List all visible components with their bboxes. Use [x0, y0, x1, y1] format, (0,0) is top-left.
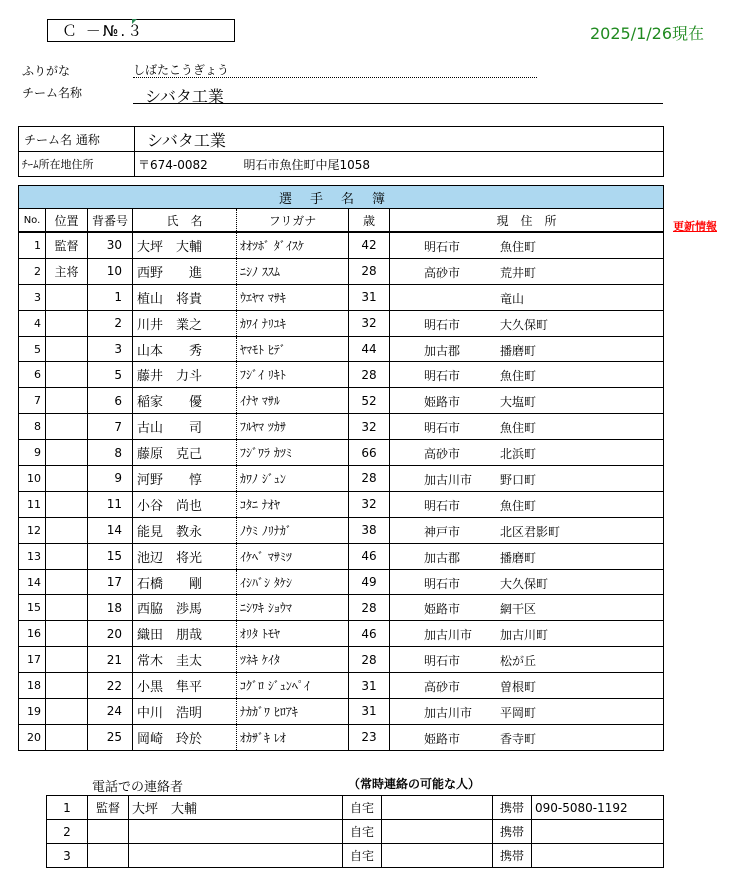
contact-index: 1 — [47, 796, 88, 820]
team-info-table — [18, 126, 664, 177]
row-age: 31 — [349, 699, 390, 725]
table-row — [19, 543, 664, 569]
contact-label: 電話での連絡者 — [92, 780, 184, 795]
row-name: 西野 進 — [133, 258, 237, 284]
row-position — [46, 543, 88, 569]
row-kana: ｺﾀﾆ ﾅｵﾔ — [237, 491, 349, 517]
row-address — [390, 673, 664, 699]
row-number: 18 — [88, 595, 133, 621]
contact-body — [47, 796, 664, 868]
row-number: 1 — [88, 284, 133, 310]
contact-table — [46, 795, 664, 868]
row-city: 明石市 — [424, 498, 461, 513]
row-city: 加古郡 — [424, 343, 461, 358]
row-position — [46, 310, 88, 336]
mobile-label: 携帯 — [493, 796, 532, 820]
mobile-phone — [532, 820, 664, 844]
row-name: 岡崎 玲於 — [133, 724, 237, 750]
table-row — [19, 284, 664, 310]
row-number: 21 — [88, 647, 133, 673]
row-position: 主将 — [46, 258, 88, 284]
row-city: 加古川市 — [424, 473, 473, 488]
row-city: 高砂市 — [424, 680, 461, 695]
table-row — [19, 621, 664, 647]
row-town: 曽根町 — [500, 680, 537, 695]
row-position — [46, 517, 88, 543]
row-address — [390, 647, 664, 673]
row-city: 明石市 — [424, 421, 461, 436]
row-number: 17 — [88, 569, 133, 595]
row-number: 2 — [88, 310, 133, 336]
table-row — [19, 362, 664, 388]
row-name: 大坪 大輔 — [133, 232, 237, 258]
row-name: 西脇 渉馬 — [133, 595, 237, 621]
row-position — [46, 414, 88, 440]
row-kana: ｵﾘﾀ ﾄﾓﾔ — [237, 621, 349, 647]
row-age: 49 — [349, 569, 390, 595]
row-age: 32 — [349, 491, 390, 517]
row-city: 明石市 — [424, 240, 461, 254]
row-age: 28 — [349, 595, 390, 621]
row-number: 10 — [88, 258, 133, 284]
row-town: 播磨町 — [500, 343, 537, 358]
col-number: 背番号 — [88, 209, 133, 233]
mobile-phone — [532, 844, 664, 868]
row-city: 姫路市 — [424, 395, 461, 410]
row-position — [46, 569, 88, 595]
col-no: No. — [19, 209, 46, 233]
row-city: 高砂市 — [424, 447, 461, 462]
row-town: 大塩町 — [500, 395, 537, 410]
row-town: 北区君影町 — [500, 524, 561, 539]
row-kana: ｵｶｻﾞｷ ﾚｵ — [237, 724, 349, 750]
row-name: 小黒 隼平 — [133, 673, 237, 699]
row-kana: ｲﾅﾔ ﾏｻﾙ — [237, 388, 349, 414]
row-kana: ﾌﾙﾔﾏ ﾂｶｻ — [237, 414, 349, 440]
row-kana: ﾂﾈｷ ｹｲﾀ — [237, 647, 349, 673]
home-label: 自宅 — [343, 844, 382, 868]
row-town: 魚住町 — [500, 369, 537, 384]
row-position — [46, 388, 88, 414]
row-number: 22 — [88, 673, 133, 699]
row-no: 3 — [19, 284, 46, 310]
row-age: 46 — [349, 543, 390, 569]
row-age: 44 — [349, 336, 390, 362]
table-row — [19, 647, 664, 673]
cell-comment-marker — [132, 19, 137, 24]
row-no: 12 — [19, 517, 46, 543]
row-no: 6 — [19, 362, 46, 388]
contact-name — [129, 820, 343, 844]
row-no: 7 — [19, 388, 46, 414]
row-city: 姫路市 — [424, 731, 461, 746]
col-name: 氏 名 — [133, 209, 237, 233]
row-kana: ﾅｶｶﾞﾜ ﾋﾛｱｷ — [237, 699, 349, 725]
table-row — [19, 595, 664, 621]
row-age: 32 — [349, 414, 390, 440]
col-age: 歳 — [349, 209, 390, 233]
row-city: 加古郡 — [424, 550, 461, 565]
row-address — [390, 699, 664, 725]
row-name: 小谷 尚也 — [133, 491, 237, 517]
row-name: 川井 業之 — [133, 310, 237, 336]
row-city: 加古川市 — [424, 706, 473, 721]
row-age: 32 — [349, 310, 390, 336]
row-kana: ﾆｼﾉ ｽｽﾑ — [237, 258, 349, 284]
row-number: 30 — [88, 232, 133, 258]
row-number: 14 — [88, 517, 133, 543]
roster-body — [19, 232, 664, 750]
row-no: 18 — [19, 673, 46, 699]
row-kana: ｲｹﾍﾞ ﾏｻﾐﾂ — [237, 543, 349, 569]
row-address — [390, 543, 664, 569]
row-age: 28 — [349, 362, 390, 388]
mobile-label: 携帯 — [493, 844, 532, 868]
row-name: 山本 秀 — [133, 336, 237, 362]
row-town: 加古川町 — [500, 628, 549, 643]
contact-role — [88, 844, 129, 868]
postal-code: 〒674-0082 — [138, 157, 208, 172]
col-position: 位置 — [46, 209, 88, 233]
row-kana: ｶﾜﾉ ｼﾞｭﾝ — [237, 466, 349, 492]
row-name: 稲家 優 — [133, 388, 237, 414]
row-address — [390, 284, 664, 310]
as-of-date: 2025/1/26現在 — [590, 24, 705, 43]
home-phone — [382, 796, 493, 820]
row-no: 1 — [19, 232, 46, 258]
row-address — [390, 336, 664, 362]
table-row — [19, 569, 664, 595]
row-position — [46, 595, 88, 621]
row-town: 播磨町 — [500, 550, 537, 565]
home-phone — [382, 820, 493, 844]
row-age: 46 — [349, 621, 390, 647]
table-row — [19, 414, 664, 440]
row-position — [46, 647, 88, 673]
row-no: 2 — [19, 258, 46, 284]
home-label: 自宅 — [343, 820, 382, 844]
row-address — [390, 491, 664, 517]
table-row — [19, 232, 664, 258]
row-position: 監督 — [46, 232, 88, 258]
row-no: 5 — [19, 336, 46, 362]
row-town: 荒井町 — [500, 265, 537, 280]
row-no: 11 — [19, 491, 46, 517]
row-city: 加古川市 — [424, 628, 473, 643]
row-address — [390, 258, 664, 284]
row-number: 5 — [88, 362, 133, 388]
row-town: 網干区 — [500, 602, 537, 617]
row-number: 24 — [88, 699, 133, 725]
row-position — [46, 491, 88, 517]
player-roster-table — [18, 185, 664, 751]
furigana-value: しばたこうぎょう — [133, 61, 537, 78]
row-town: 北浜町 — [500, 447, 537, 462]
row-town: 竜山 — [500, 291, 525, 306]
row-kana: ﾉｳﾐ ﾉﾘﾅｶﾞ — [237, 517, 349, 543]
row-kana: ｲｼﾊﾞｼ ﾀｹｼ — [237, 569, 349, 595]
contact-role — [88, 820, 129, 844]
row-age: 52 — [349, 388, 390, 414]
row-kana: ｺｸﾞﾛ ｼﾞｭﾝﾍﾟｲ — [237, 673, 349, 699]
row-town: 松が丘 — [500, 654, 537, 669]
row-name: 池辺 将光 — [133, 543, 237, 569]
team-address: 明石市魚住町中尾1058 — [243, 157, 370, 172]
mobile-phone: 090-5080-1192 — [532, 796, 664, 820]
table-row — [19, 724, 664, 750]
row-name: 植山 将貴 — [133, 284, 237, 310]
row-address — [390, 232, 664, 258]
row-position — [46, 621, 88, 647]
furigana-label: ふりがな — [22, 64, 71, 78]
row-age: 28 — [349, 258, 390, 284]
row-no: 4 — [19, 310, 46, 336]
row-city: 明石市 — [424, 317, 461, 332]
table-row — [19, 388, 664, 414]
table-row — [19, 440, 664, 466]
row-address — [390, 414, 664, 440]
row-name: 藤原 克己 — [133, 440, 237, 466]
row-name: 河野 惇 — [133, 466, 237, 492]
contact-row — [47, 820, 664, 844]
row-name: 中川 浩明 — [133, 699, 237, 725]
row-address — [390, 724, 664, 750]
row-town: 魚住町 — [500, 421, 537, 436]
table-row — [19, 310, 664, 336]
row-city: 明石市 — [424, 369, 461, 384]
contact-name: 大坪 大輔 — [129, 796, 343, 820]
mobile-label: 携帯 — [493, 820, 532, 844]
row-number: 15 — [88, 543, 133, 569]
row-age: 28 — [349, 647, 390, 673]
row-address — [390, 440, 664, 466]
row-town: 香寺町 — [500, 731, 537, 746]
row-address — [390, 595, 664, 621]
team-name-value: シバタ工業 — [133, 84, 663, 104]
update-info-link[interactable]: 更新情報 — [673, 220, 717, 233]
contact-note: （常時連絡の可能な人） — [348, 777, 481, 791]
table-row — [19, 699, 664, 725]
row-city: 姫路市 — [424, 602, 461, 617]
row-no: 15 — [19, 595, 46, 621]
row-name: 常木 圭太 — [133, 647, 237, 673]
row-name: 藤井 力斗 — [133, 362, 237, 388]
row-age: 31 — [349, 673, 390, 699]
row-age: 66 — [349, 440, 390, 466]
row-no: 8 — [19, 414, 46, 440]
address-value — [135, 152, 664, 177]
row-name: 古山 司 — [133, 414, 237, 440]
table-row — [19, 491, 664, 517]
contact-index: 2 — [47, 820, 88, 844]
row-city: 明石市 — [424, 654, 461, 669]
row-address — [390, 466, 664, 492]
row-number: 25 — [88, 724, 133, 750]
row-kana: ﾌｼﾞｲ ﾘｷﾄ — [237, 362, 349, 388]
row-position — [46, 466, 88, 492]
alias-value: シバタ工業 — [135, 127, 664, 152]
row-kana: ｵｵﾂﾎﾞ ﾀﾞｲｽｹ — [237, 232, 349, 258]
table-row — [19, 673, 664, 699]
row-no: 20 — [19, 724, 46, 750]
row-no: 10 — [19, 466, 46, 492]
row-position — [46, 284, 88, 310]
home-phone — [382, 844, 493, 868]
team-name-label: チーム名称 — [22, 86, 83, 100]
row-position — [46, 362, 88, 388]
contact-role: 監督 — [88, 796, 129, 820]
row-town: 平岡町 — [500, 706, 537, 721]
row-name: 石橋 剛 — [133, 569, 237, 595]
alias-row — [19, 127, 664, 152]
home-label: 自宅 — [343, 796, 382, 820]
row-number: 3 — [88, 336, 133, 362]
row-number: 11 — [88, 491, 133, 517]
row-number: 20 — [88, 621, 133, 647]
row-town: 野口町 — [500, 473, 537, 488]
row-town: 大久保町 — [500, 317, 549, 332]
col-address: 現 住 所 — [390, 209, 664, 233]
row-age: 23 — [349, 724, 390, 750]
alias-label: チーム名 通称 — [19, 127, 135, 152]
row-no: 9 — [19, 440, 46, 466]
row-age: 38 — [349, 517, 390, 543]
row-position — [46, 724, 88, 750]
table-row — [19, 258, 664, 284]
row-number: 8 — [88, 440, 133, 466]
row-address — [390, 362, 664, 388]
row-no: 16 — [19, 621, 46, 647]
row-no: 14 — [19, 569, 46, 595]
row-number: 6 — [88, 388, 133, 414]
row-address — [390, 621, 664, 647]
row-town: 魚住町 — [500, 498, 537, 513]
row-no: 17 — [19, 647, 46, 673]
row-position — [46, 336, 88, 362]
address-label: ﾁｰﾑ所在地住所 — [19, 152, 135, 177]
row-city: 神戸市 — [424, 524, 461, 539]
team-code-box — [47, 19, 235, 42]
row-town: 魚住町 — [500, 240, 537, 254]
row-address — [390, 310, 664, 336]
row-position — [46, 440, 88, 466]
table-row — [19, 336, 664, 362]
row-city: 明石市 — [424, 576, 461, 591]
row-number: 7 — [88, 414, 133, 440]
contact-index: 3 — [47, 844, 88, 868]
table-row — [19, 466, 664, 492]
row-kana: ﾔﾏﾓﾄ ﾋﾃﾞ — [237, 336, 349, 362]
contact-name — [129, 844, 343, 868]
row-number: 9 — [88, 466, 133, 492]
row-name: 能見 教永 — [133, 517, 237, 543]
team-code: Ｃ －№.３ — [62, 22, 145, 40]
row-age: 42 — [349, 232, 390, 258]
row-kana: ｶﾜｲ ﾅﾘﾕｷ — [237, 310, 349, 336]
row-kana: ﾆｼﾜｷ ｼｮｳﾏ — [237, 595, 349, 621]
table-row — [19, 517, 664, 543]
row-age: 28 — [349, 466, 390, 492]
row-no: 13 — [19, 543, 46, 569]
address-row — [19, 152, 664, 177]
row-name: 織田 朋哉 — [133, 621, 237, 647]
row-age: 31 — [349, 284, 390, 310]
row-no: 19 — [19, 699, 46, 725]
row-position — [46, 699, 88, 725]
contact-row — [47, 796, 664, 820]
row-address — [390, 388, 664, 414]
col-kana: フリガナ — [237, 209, 349, 233]
row-town: 大久保町 — [500, 576, 549, 591]
roster-title: 選手名簿 — [19, 186, 664, 209]
row-address — [390, 517, 664, 543]
row-city: 高砂市 — [424, 265, 461, 280]
row-address — [390, 569, 664, 595]
row-position — [46, 673, 88, 699]
contact-row — [47, 844, 664, 868]
row-kana: ｳｴﾔﾏ ﾏｻｷ — [237, 284, 349, 310]
row-kana: ﾌｼﾞﾜﾗ ｶﾂﾐ — [237, 440, 349, 466]
